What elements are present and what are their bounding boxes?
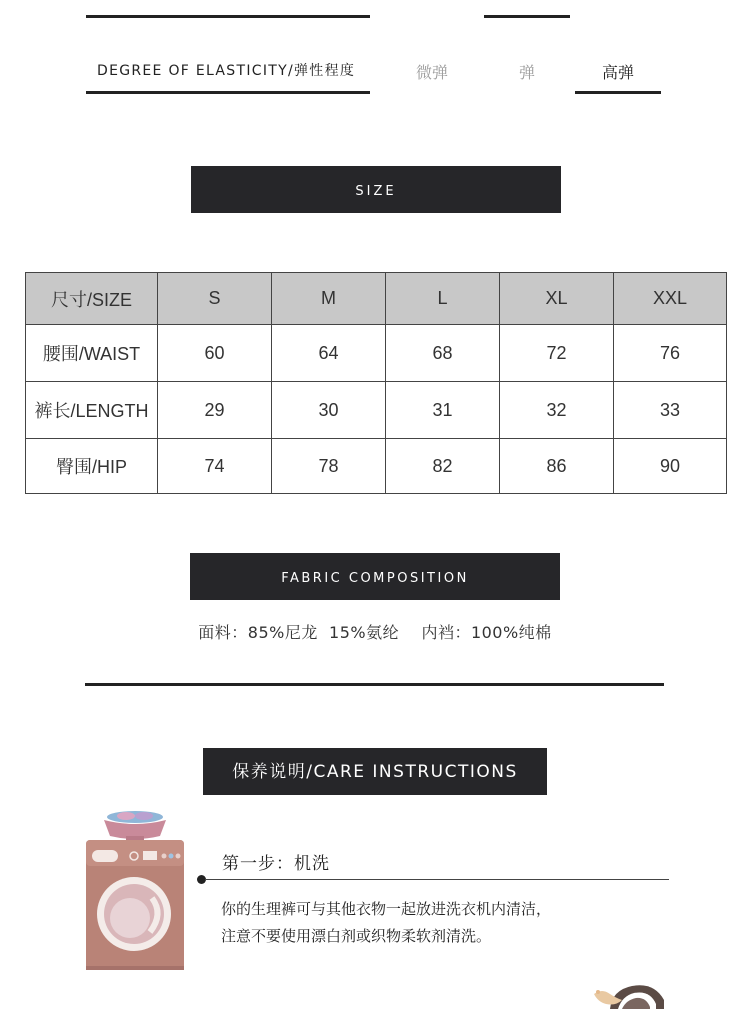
- size-table-header-cell: 尺寸/SIZE: [26, 273, 158, 325]
- elasticity-selected-underline: [575, 91, 661, 94]
- care-step1-title: 第一步：机洗: [222, 854, 330, 874]
- care-step1-divider: [205, 879, 669, 880]
- table-cell: 72: [500, 325, 614, 382]
- care-banner-title: 保养说明/CARE INSTRUCTIONS: [232, 762, 518, 782]
- table-cell: 33: [614, 382, 727, 439]
- table-cell: 腰围/WAIST: [26, 325, 158, 382]
- table-cell: 82: [386, 439, 500, 494]
- table-cell: 78: [272, 439, 386, 494]
- table-cell: 60: [158, 325, 272, 382]
- fabric-banner: [190, 553, 560, 600]
- section-divider: [85, 683, 664, 686]
- size-table-header-cell: XXL: [614, 273, 727, 325]
- table-cell: 32: [500, 382, 614, 439]
- elasticity-label: DEGREE OF ELASTICITY/弹性程度: [97, 63, 356, 79]
- elasticity-option-slight: 微弹: [415, 63, 448, 82]
- table-row: [26, 439, 727, 494]
- table-cell: 裤长/LENGTH: [26, 382, 158, 439]
- care-step1-line2: 注意不要使用漂白剂或织物柔软剂清洗。: [221, 927, 492, 945]
- table-cell: 30: [272, 382, 386, 439]
- table-cell: 31: [386, 382, 500, 439]
- elasticity-option-high: 高弹: [601, 63, 634, 82]
- table-cell: 86: [500, 439, 614, 494]
- care-step1-line1: 你的生理裤可与其他衣物一起放进洗衣机内清洁，: [221, 900, 552, 918]
- size-table-header-cell: L: [386, 273, 500, 325]
- table-cell: 74: [158, 439, 272, 494]
- size-table-header-row: [26, 273, 727, 325]
- top-row-underline-selected: [484, 15, 570, 18]
- table-cell: 臀围/HIP: [26, 439, 158, 494]
- table-cell: 90: [614, 439, 727, 494]
- size-table-header-cell: XL: [500, 273, 614, 325]
- washing-machine-icon: [82, 808, 188, 974]
- care-banner: [203, 748, 547, 795]
- elasticity-option-medium: 弹: [518, 63, 535, 82]
- table-cell: 76: [614, 325, 727, 382]
- fabric-banner-title: FABRIC COMPOSITION: [281, 571, 469, 586]
- size-table: [25, 272, 727, 494]
- size-table-header-cell: S: [158, 273, 272, 325]
- fabric-composition-text: 面料：85%尼龙 15%氨纶 内裆：100%纯棉: [198, 623, 552, 642]
- size-banner: [191, 166, 561, 213]
- table-cell: 29: [158, 382, 272, 439]
- elasticity-label-underline: [86, 91, 370, 94]
- size-banner-title: SIZE: [355, 184, 397, 199]
- top-row-underline-label: [86, 15, 370, 18]
- hand-wash-icon: [592, 980, 672, 1009]
- table-cell: 68: [386, 325, 500, 382]
- table-row: [26, 325, 727, 382]
- table-cell: 64: [272, 325, 386, 382]
- table-row: [26, 382, 727, 439]
- size-table-header-cell: M: [272, 273, 386, 325]
